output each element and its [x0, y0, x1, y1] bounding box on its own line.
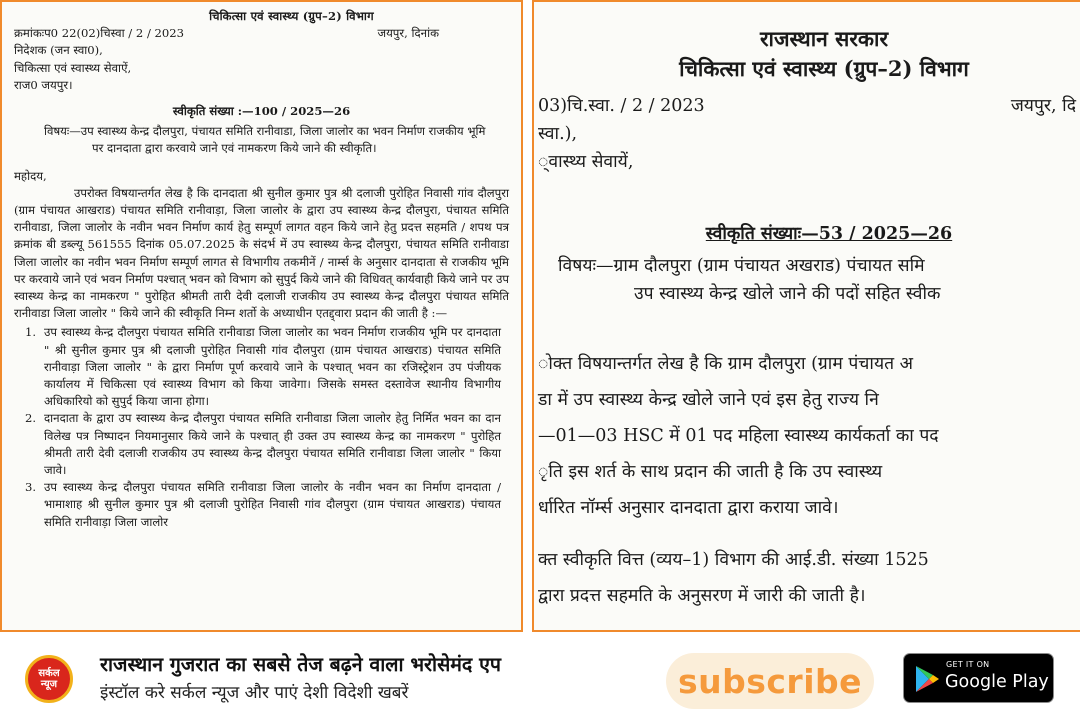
left-document-image: [0, 0, 523, 632]
left-doc-salutation: महोदय,: [14, 168, 47, 183]
left-doc-address-2: चिकित्सा एवं स्वास्थ्य सेवाऐं,: [14, 60, 132, 75]
right-doc-body-line: र्धारित नॉर्म्स अनुसार दानदाता द्वारा कराया जावे।: [538, 498, 839, 518]
left-doc-paragraph: उपरोक्त विषयान्तर्गत लेख है कि दानदाता श्री सुनील कुमार पुत्र श्री दलाजी पुरोहित निवासी गांव दौलपुरा (ग्राम पंचायत आखराड) पंचायत समिति रानीवाड़ा, जिला जालोर के द्वारा उप स्वास्थ्य केन्द्र दौलपुरा, पंचायत समिति रानीवाडा, जिला जालोर के नवीन भवन निर्माण कार्य हेतु सम्पूर्ण लागत वहन किये जाने हेतु प्रदत्त सहमति / शपथ पत्र क्रमांक बी डब्ल्यू 561555 दिनांक 05.07.2025 के संदर्भ में उप स्वास्थ्य केन्द्र दौलपुरा, पंचायत समिति रानीवाडा जिला जालोर का नवीन भवन निर्माण सम्पूर्ण लागत से विभागीय तकमीनें / नार्म्स के अनुसार दानदाता से राजकीय भूमि पर करवाये जाने एवं भवन निर्माण पश्चात् भवन को विभाग को सुपुर्द किये जाने की विधिवत् कार्यवाही किये जाने पर उप स्वास्थ्य केन्द्र का नामकरण " पुरोहित श्रीमती तारी देवी दलाजी राजकीय उप स्वास्थ्य केन्द्र दौलपुरा पंचायत समिति रानीवाडा जिला जालोर " किये जाने की स्वीकृति निम्न शर्तो के अध्याधीन एतद्द्वारा प्रदान की जाती है :—: [14, 185, 509, 321]
left-doc-subject: विषयः—उप स्वास्थ्य केन्द्र दौलपुरा, पंचायत समिति रानीवाडा, जिला जालोर का भवन निर्माण राजकीय भूमि पर दानदाता द्वारा करवाये जाने एवं नामकरण किये जाने की स्वीकृति।: [44, 124, 486, 156]
logo-text-line-1: सर्कल: [38, 668, 60, 679]
right-doc-government: राजस्थान सरकार: [759, 26, 889, 51]
right-document-image: [532, 0, 1080, 632]
list-item: [14, 324, 509, 410]
logo-text-line-2: न्यूज: [40, 679, 58, 690]
left-doc-city-date: जयपुर, दिनांक: [377, 26, 439, 41]
right-doc-finance: [538, 542, 1080, 614]
list-item-number: 2.: [24, 411, 36, 426]
right-doc-body-line: ृति इस शर्त के साथ प्रदान की जाती है कि उप स्वास्थ्य: [538, 462, 883, 482]
right-doc-body-line: ोक्त विषयान्तर्गत लेख है कि ग्राम दौलपुरा (ग्राम पंचायत अ: [538, 354, 914, 374]
left-doc-ref-number: क्रमांकःप0 22(02)चिस्वा / 2 / 2023: [14, 26, 185, 41]
google-play-label: Google Play: [945, 672, 1049, 692]
list-item-text: दानदाता के द्वारा उप स्वास्थ्य केन्द्र दौलपुरा पंचायत समिति रानीवाडा जिला जालोर हेतु निर्मित भवन का दान विलेख पत्र निष्पादन नियमानुसार किये जाने के पश्चात् ही उक्त उप स्वास्थ्य केन्द्र का नामकरण " पुरोहित श्रीमती तारी देवी दलाजी राजकीय उप स्वास्थ्य केन्द्र दौलपुरा पंचायत समिति रानीवाडा जिला जालोर " किया जावे।: [44, 411, 501, 478]
right-doc-address-1: स्वा.),: [538, 124, 578, 144]
left-doc-conditions-list: [14, 324, 509, 530]
right-doc-finance-line: द्वारा प्रदत्त सहमति के अनुसरण में जारी की जाती है।: [538, 586, 866, 606]
list-item-number: 1.: [24, 325, 36, 340]
left-doc-department: चिकित्सा एवं स्वास्थ्य (ग्रुप–2) विभाग: [209, 9, 374, 23]
right-doc-body: [538, 346, 1080, 526]
google-play-badge[interactable]: [903, 653, 1054, 703]
right-doc-subject-line-2: उप स्वास्थ्य केन्द्र खोले जाने की पदों सहित स्वीक: [634, 284, 941, 304]
right-doc-address-2: ्वास्थ्य सेवायें,: [538, 152, 634, 172]
right-doc-department: चिकित्सा एवं स्वास्थ्य (ग्रुप–2) विभाग: [679, 56, 969, 81]
right-doc-subject-line-1: विषयः—ग्राम दौलपुरा (ग्राम पंचायत अखराड) पंचायत समि: [558, 256, 925, 276]
right-doc-city: जयपुर, दि: [1010, 96, 1076, 116]
google-play-icon: [914, 665, 940, 693]
right-doc-body-line: —01—03 HSC में 01 पद महिला स्वास्थ्य कार्यकर्ता का पद: [538, 426, 939, 446]
right-doc-finance-line: क्त स्वीकृति वित्त (व्यय–1) विभाग की आई.डी. संख्या 1525: [538, 550, 929, 570]
footer-tagline: राजस्थान गुजरात का सबसे तेज बढ़ने वाला भरोसेमंद एप: [100, 653, 501, 676]
left-doc-address-3: राज0 जयपुर।: [14, 77, 73, 92]
list-item-text: उप स्वास्थ्य केन्द्र दौलपुरा पंचायत समिति रानीवाडा जिला जालोर के नवीन भवन का निर्माण दानदाता / भामाशाह श्री सुनील कुमार पुत्र श्री दलाजी पुरोहित निवासी गांव दौलपुरा (ग्राम पंचायत आखराड) पंचायत समिति रानीवाड़ा जिला जालोर: [44, 480, 501, 529]
list-item-number: 3.: [24, 480, 36, 495]
right-doc-sanction-number: स्वीकृति संख्याः—53 / 2025—26: [705, 224, 953, 244]
left-doc-address-1: निदेशक (जन स्वा0),: [14, 43, 103, 58]
circle-news-logo[interactable]: [25, 655, 73, 703]
right-doc-body-line: डा में उप स्वास्थ्य केन्द्र खोले जाने एवं इस हेतु राज्य नि: [538, 390, 879, 410]
footer-subline: इंस्टॉल करे सर्कल न्यूज और पाएं देशी विदेशी खबरें: [100, 683, 409, 703]
right-doc-ref-number: 03)चि.स्वा. / 2 / 2023: [538, 96, 705, 116]
left-doc-sanction-number: स्वीकृति संख्या :—100 / 2025—26: [172, 104, 351, 119]
subscribe-button[interactable]: subscribe: [666, 653, 874, 709]
list-item-text: उप स्वास्थ्य केन्द्र दौलपुरा पंचायत समिति रानीवाडा जिला जालोर का भवन निर्माण राजकीय भूमि पर दानदाता " श्री सुनील कुमार पुत्र श्री दलाजी पुरोहित निवासी गांव दौलपुरा (ग्राम पंचायत आखराड) पंचायत समिति रानीवाड़ा जिला जालोर " के द्वारा निर्माण पूर्ण करवाये जाने के पश्चात् भवन का रजिस्ट्रेशन उप पंजीयक कार्यालय में चिकित्सा एवं स्वास्थ्य विभाग को किया जावेगा। जिसके समस्त दस्तावेज स्थानीय विभागीय अधिकारियो को सुपुर्द किया जाना होगा।: [44, 325, 501, 409]
google-play-small-text: GET IT ON: [946, 660, 990, 669]
list-item: [14, 479, 509, 531]
list-item: [14, 410, 509, 479]
